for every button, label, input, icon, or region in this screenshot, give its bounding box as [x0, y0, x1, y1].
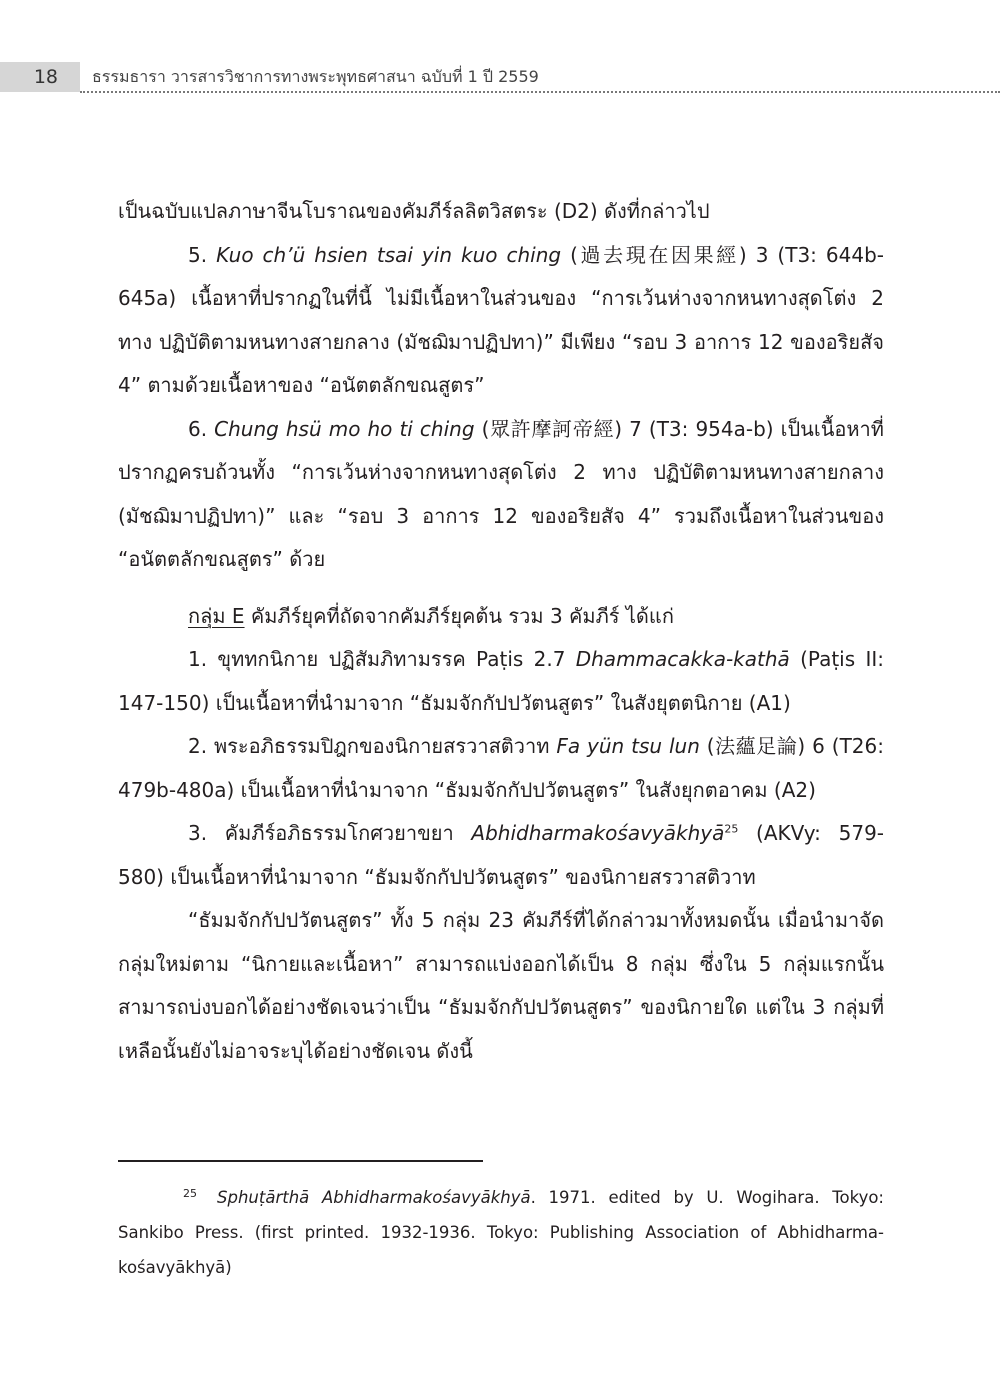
footnote-text: . 1971. edited by U. Wogihara. Tokyo: Sankibo Press. (first printed. 1932-1936. Tokyo: Publishing Association of Abhidharma-kośavyākhyā): [118, 1188, 884, 1277]
header-dotted-divider: [80, 91, 1000, 93]
work-title: Abhidharmakośavyākhyā: [471, 821, 725, 845]
item-lead: 2. พระอภิธรรมปิฎกของนิกายสรวาสติวาท: [188, 734, 557, 758]
footnote-divider: [118, 1160, 483, 1162]
item-lead: 1. ขุททกนิกาย ปฏิสัมภิทามรรค Paṭis 2.7: [188, 647, 576, 671]
item-text: (法蘊足論) 6 (T26: 479b-480a) เป็นเนื้อหาที่นำมาจาก “ธัมมจักกัปปวัตนสูตร” ในสังยุกตอาคม (A2): [118, 734, 884, 802]
group-label: กลุ่ม E: [188, 603, 245, 628]
footnote-25: [118, 1180, 884, 1285]
paragraph-item-6: [118, 408, 884, 582]
footnote-title: Sphuṭārthā Abhidharmakośavyākhyā: [217, 1188, 531, 1207]
item-lead: 3. คัมภีร์อภิธรรมโกศวยาขยา: [188, 821, 472, 845]
main-text: [118, 190, 884, 1073]
item-text: (AKVy: 579-580) เป็นเนื้อหาที่นำมาจาก “ธัมมจักกัปปวัตนสูตร” ของนิกายสรวาสติวาท: [118, 821, 885, 889]
item-text: (眾許摩訶帝經) 7 (T3: 954a-b) เป็นเนื้อหาที่ปรากฏครบถ้วนทั้ง “การเว้นห่างจากหนทางสุดโต่ง 2 ทาง ปฏิบัติตามหนทางสายกลาง (มัชฌิมาปฏิปทา)” และ “รอบ 3 อาการ 12 ของอริยสัจ 4” รวมถึงเนื้อหาในส่วนของ “อนัตตลักขณสูตร” ด้วย: [118, 416, 884, 571]
item-number: 5.: [188, 242, 217, 267]
paragraph-e1: [118, 638, 884, 725]
footnote-number: 25: [183, 1186, 197, 1200]
paragraph-item-5: [118, 234, 884, 408]
footnote-reference[interactable]: 25: [724, 822, 739, 836]
paragraph-summary: “ธัมมจักกัปปวัตนสูตร” ทั้ง 5 กลุ่ม 23 คัมภีร์ที่ได้กล่าวมาทั้งหมดนั้น เมื่อนำมาจัดกลุ่มใหม่ตาม “นิกายและเนื้อหา” สามารถแบ่งออกได้เป็น 8 กลุ่ม ซึ่งใน 5 กลุ่มแรกนั้นสามารถบ่งบอกได้อย่างชัดเจนว่าเป็น “ธัมมจักกัปปวัตนสูตร” ของนิกายใด แต่ใน 3 กลุ่มที่เหลือนั้นยังไม่อาจระบุได้อย่างชัดเจน ดังนี้: [118, 908, 884, 1063]
work-title: Fa yün tsu lun: [556, 734, 700, 758]
work-title: Dhammacakka-kathā: [575, 647, 790, 671]
work-title: Kuo ch’ü hsien tsai yin kuo ching: [216, 242, 562, 267]
item-text: (Paṭis II: 147-150) เป็นเนื้อหาที่นำมาจาก “ธัมมจักกัปปวัตนสูตร” ในสังยุตตนิกาย (A1): [118, 647, 884, 715]
item-text: (過去現在因果經) 3 (T3: 644b-645a) เนื้อหาที่ปรากฏในที่นี้ ไม่มีเนื้อหาในส่วนของ “การเว้นห่างจากหนทางสุดโต่ง 2 ทาง ปฏิบัติตามหนทางสายกลาง (มัชฌิมาปฏิปทา)” มีเพียง “รอบ 3 อาการ 12 ของอริยสัจ 4” ตามด้วยเนื้อหาของ “อนัตตลักขณสูตร”: [118, 242, 884, 397]
paragraph-intro: เป็นฉบับแปลภาษาจีนโบราณของคัมภีร์ลลิตวิสตระ (D2) ดังที่กล่าวไป: [118, 199, 710, 223]
page-header: [0, 0, 1000, 100]
paragraph-e2: [118, 725, 884, 812]
running-head: ธรรมธารา วารสารวิชาการทางพระพุทธศาสนา ฉบับที่ 1 ปี 2559: [92, 67, 539, 86]
work-title: Chung hsü mo ho ti ching: [214, 416, 475, 441]
group-text: คัมภีร์ยุคที่ถัดจากคัมภีร์ยุคต้น รวม 3 คัมภีร์ ได้แก่: [244, 603, 674, 628]
paragraph-e3: [118, 812, 884, 899]
page-number: 18: [0, 62, 80, 92]
paragraph-group-e: [118, 595, 884, 639]
item-number: 6.: [188, 416, 215, 441]
